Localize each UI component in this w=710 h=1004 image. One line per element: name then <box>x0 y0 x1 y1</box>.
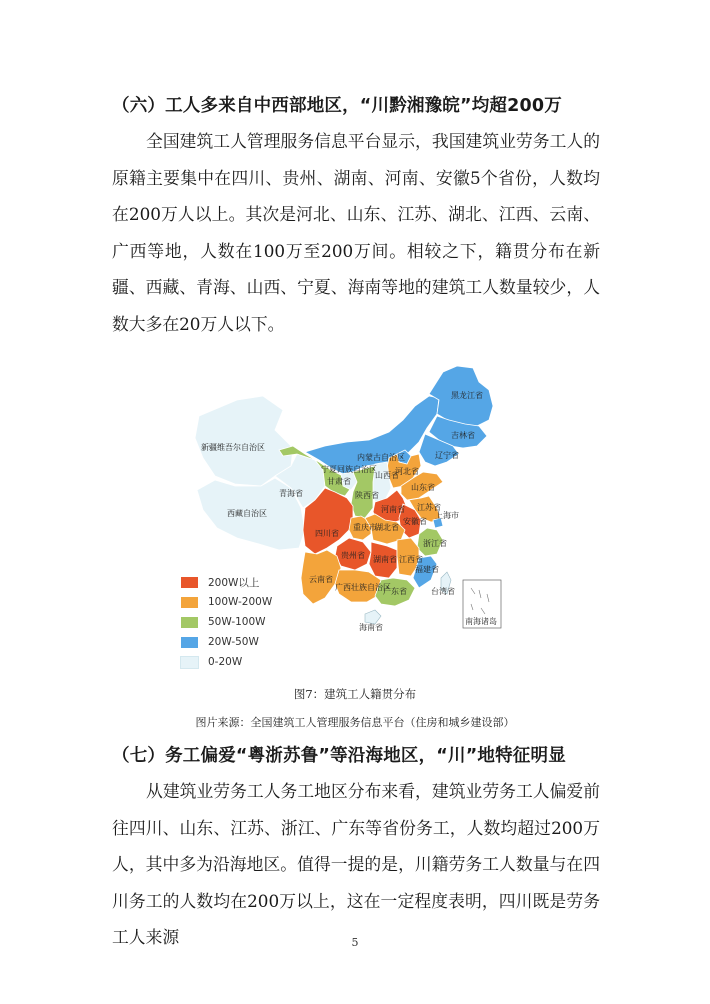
label-hubei: 湖北省 <box>375 523 399 532</box>
label-xinjiang: 新疆维吾尔自治区 <box>201 443 265 452</box>
label-henan: 河南省 <box>381 505 405 514</box>
label-guangdong: 广东省 <box>383 587 407 596</box>
label-jiangsu: 江苏省 <box>417 503 441 512</box>
legend-label: 20W-50W <box>208 636 259 648</box>
legend-swatch <box>181 657 198 668</box>
legend-swatch <box>181 617 198 628</box>
page-number: 5 <box>351 936 359 949</box>
label-hebei: 河北省 <box>395 467 419 476</box>
label-hunan: 湖南省 <box>373 555 397 564</box>
label-zhejiang: 浙江省 <box>423 539 447 548</box>
label-shandong: 山东省 <box>411 483 435 492</box>
figure-caption: 图7：建筑工人籍贯分布 <box>293 687 417 701</box>
label-jiangxi: 江西省 <box>399 555 423 564</box>
province-hainan <box>365 610 381 624</box>
figure-source: 图片来源：全国建筑工人管理服务信息平台（住房和城乡建设部） <box>195 716 515 729</box>
label-neimenggu: 内蒙古自治区 <box>357 453 405 462</box>
legend-label: 50W-100W <box>208 616 266 628</box>
legend-label: 100W-200W <box>208 596 273 608</box>
label-guangxi: 广西壮族自治区 <box>335 583 391 592</box>
map-legend <box>181 572 272 672</box>
legend-swatch <box>181 637 198 648</box>
legend-swatch <box>181 597 198 608</box>
legend-item <box>181 572 272 592</box>
section-7-paragraph <box>112 773 600 956</box>
province-xinjiang <box>195 396 293 486</box>
section-6-heading: （六）工人多来自中西部地区，“川黔湘豫皖”均超200万 <box>112 96 562 116</box>
label-liaoning: 辽宁省 <box>435 451 459 460</box>
label-jilin: 吉林省 <box>451 431 475 440</box>
section-6-paragraph-text: 全国建筑工人管理服务信息平台显示，我国建筑业劳务工人的原籍主要集中在四川、贵州、湖南、河南、安徽5个省份，人数均在200万人以上。其次是河北、山东、江苏、湖北、江西、云南、广西等地，人数在100万至200万间。相较之下，籍贯分布在新疆、西藏、青海、山西、宁夏、海南等地的建筑工人数量较少，人数大多在20万人以下。 <box>112 131 600 334</box>
section-6-paragraph <box>112 123 600 343</box>
legend-item <box>181 652 272 672</box>
section-7-paragraph-text: 从建筑业劳务工人务工地区分布来看，建筑业劳务工人偏爱前往四川、山东、江苏、浙江、广东等省份务工，人数均超过200万人，其中多为沿海地区。值得一提的是，川籍劳务工人数量与在四川务工的人数均在200万以上，这在一定程度表明，四川既是劳务工人来源 <box>112 781 600 948</box>
label-anhui: 安徽省 <box>403 517 427 526</box>
legend-item <box>181 632 272 652</box>
label-xizang: 西藏自治区 <box>227 509 267 518</box>
legend-swatch <box>181 577 198 588</box>
legend-item <box>181 612 272 632</box>
label-yunnan: 云南省 <box>309 575 333 584</box>
label-hainan: 海南省 <box>359 623 383 632</box>
legend-item <box>181 592 272 612</box>
label-shanxi: 山西省 <box>375 471 399 480</box>
label-shaanxi: 陕西省 <box>355 491 379 500</box>
label-heilongjiang: 黑龙江省 <box>451 391 483 400</box>
label-taiwan: 台湾省 <box>431 587 455 596</box>
label-qinghai: 青海省 <box>279 489 303 498</box>
legend-label: 200W以上 <box>208 576 260 589</box>
section-7-heading: （七）务工偏爱“粤浙苏鲁”等沿海地区，“川”地特征明显 <box>112 746 566 766</box>
label-nanhai: 南海诸岛 <box>465 617 497 626</box>
label-sichuan: 四川省 <box>315 529 339 538</box>
label-shanghai: 上海市 <box>435 511 459 520</box>
label-guizhou: 贵州省 <box>341 551 365 560</box>
label-fujian: 福建省 <box>415 565 439 574</box>
label-chongqing: 重庆市 <box>353 523 377 532</box>
label-gansu: 甘肃省 <box>327 477 351 486</box>
label-ningxia: 宁夏回族自治区 <box>321 465 377 474</box>
legend-label: 0-20W <box>208 656 243 668</box>
